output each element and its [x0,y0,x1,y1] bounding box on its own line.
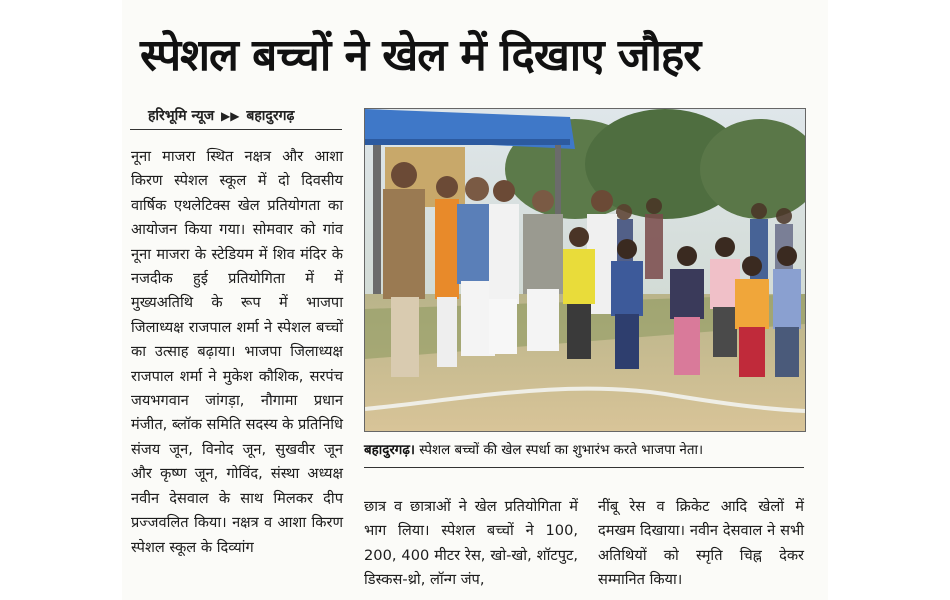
column-1-text: नूना माजरा स्थित नक्षत्र और आशा किरण स्पेशल स्कूल में दो दिवसीय वार्षिक एथलेटिक्स खेल प्रतियोगता का आयोजन किया गया। सोमवार को गांव नूना माजरा के स्टेडियम में शिव मंदिर के नजदीक हुई प्रतियोगिता में में मुख्यअतिथि के रूप में भाजपा जिलाध्यक्ष राजपाल शर्मा ने स्पेशल बच्चों का उत्साह बढ़ाया। भाजपा जिलाध्यक्ष राजपाल शर्मा ने मुकेश कौशिक, सरपंच जयभगवान जांगड़ा, नौगामा प्रधान मंजीत, ब्लॉक समिति सदस्य के प्रतिनिधि संजय जून, विनोद जून, सुखवीर जून और कृष्ण जून, गोविंद, संस्था अध्यक्ष नवीन देसवाल के साथ मिलकर दीप प्रज्जवलित किया। नक्षत्र व आशा किरण स्पेशल स्कूल के दिव्यांग [131,148,343,556]
column-2-text: छात्र व छात्राओं ने खेल प्रतियोगिता में भाग लिया। स्पेशल बच्चों ने 100, 200, 400 मीटर रेस, खो-खो, शॉटपुट, डिस्कस-थ्रो, लॉन्ग जंप, [364,498,578,589]
article-column-2 [364,495,578,593]
caption-place: बहादुरगढ़। [364,443,415,458]
byline-rule [130,129,342,130]
photo-illustration [365,109,805,431]
photo-caption [364,441,804,461]
headline: स्पेशल बच्चों ने खेल में दिखाए जौहर [140,30,701,81]
byline-place: बहादुरगढ़ [246,108,295,124]
column-3-text: नींबू रेस व क्रिकेट आदि खेलों में दमखम दिखाया। नवीन देसवाल ने सभी अतिथियों को स्मृति चिह्न देकर सम्मानित किया। [598,498,804,589]
article-column-3 [598,495,804,593]
byline-source: हरिभूमि न्यूज [148,108,215,124]
caption-text: स्पेशल बच्चों की खेल स्पर्धा का शुभारंभ करते भाजपा नेता। [414,443,704,458]
byline [148,106,338,125]
caption-rule [364,467,804,468]
news-photo [364,108,806,432]
article-column-1 [131,145,343,560]
byline-arrows: ▶▶ [221,109,240,123]
